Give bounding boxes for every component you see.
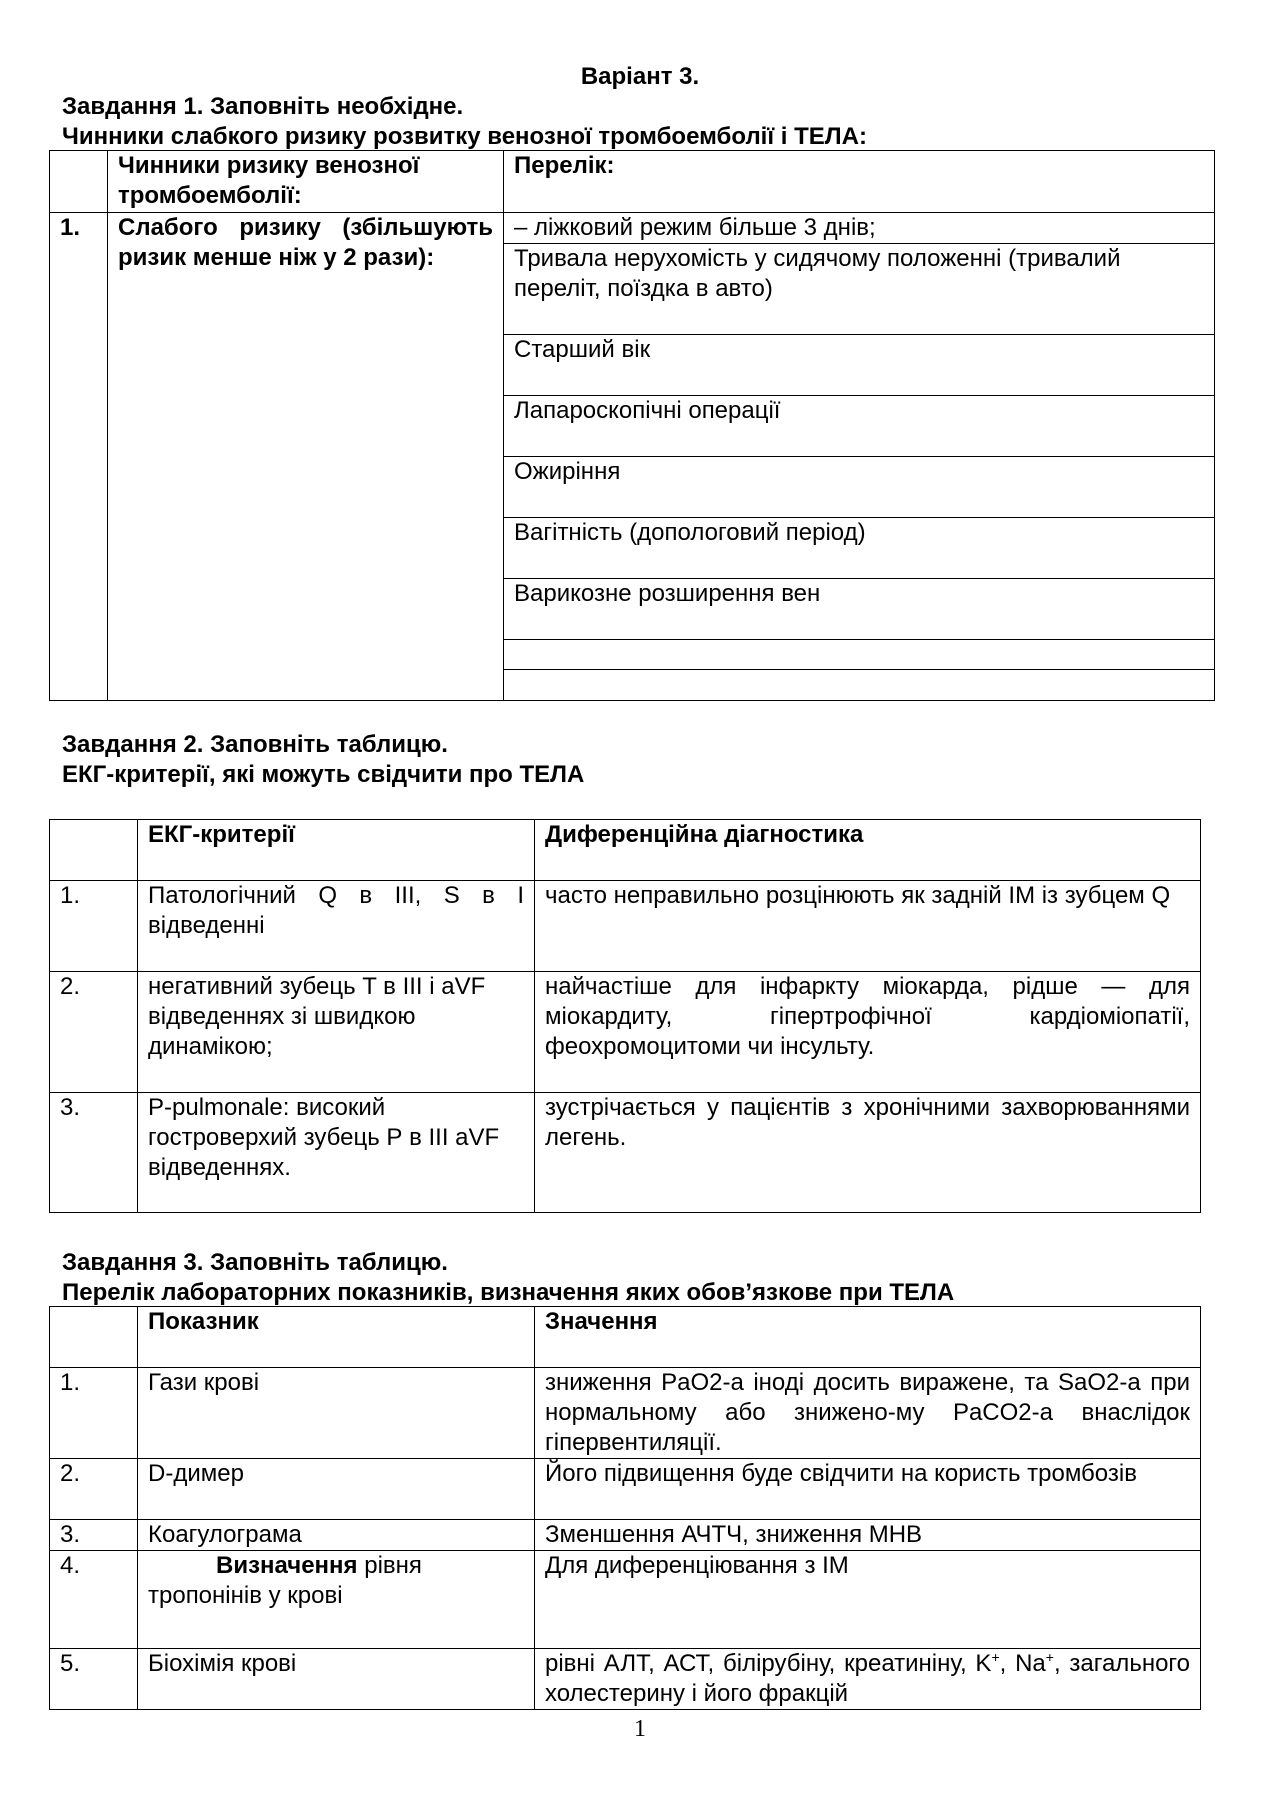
table-row [50, 1093, 1201, 1213]
ecg-criterion: негативний зубець T в III і aVF відведеннях зі швидкою динамікою; [138, 972, 535, 1093]
diff-diagnosis: часто неправильно розцінюють як задній ІМ із зубцем Q [535, 881, 1201, 972]
list-item: Тривала нерухомість у сидячому положенні (тривалий переліт, поїздка в авто) [504, 244, 1214, 335]
task1-heading: Завдання 1. Заповніть необхідне. [62, 93, 464, 120]
row-number: 3. [50, 1520, 138, 1551]
header-value: Значення [535, 1307, 1201, 1368]
row-number: 5. [50, 1649, 138, 1710]
table-row [50, 972, 1201, 1093]
header-risk-factors: Чинники ризику венозної тромбоемболії: [108, 151, 504, 213]
list-item: Варикозне розширення вен [504, 579, 1214, 640]
list-item: Вагітність (допологовий період) [504, 518, 1214, 579]
table-header-row [50, 1307, 1201, 1368]
list-item: Старший вік [504, 335, 1214, 396]
diff-diagnosis: зустрічається у пацієнтів з хронічними захворюваннями легень. [535, 1093, 1201, 1213]
list-item: Ожиріння [504, 457, 1214, 518]
table-row [50, 1551, 1201, 1649]
ecg-criterion: Патологічний Q в III, S в I відведенні [138, 881, 535, 972]
header-list: Перелік: [504, 151, 1215, 213]
row-number: 1. [50, 881, 138, 972]
table-row [50, 881, 1201, 972]
list-item: – ліжковий режим більше 3 днів; [504, 213, 1214, 244]
task2-heading: Завдання 2. Заповніть таблицю. [62, 731, 448, 758]
lab-value-sep: , Na [999, 1650, 1046, 1677]
header-num-cell [50, 820, 138, 881]
superscript-plus: + [1045, 1649, 1054, 1665]
lab-indicator-rest: рівня тропонінів у крові [148, 1552, 422, 1609]
lab-value: Зменшення АЧТЧ, зниження МНВ [535, 1520, 1201, 1551]
lab-value-main: рівні АЛТ, АСТ, білірубіну, креатиніну, K [545, 1650, 992, 1677]
row-number: 1. [50, 213, 108, 701]
table-row [50, 1368, 1201, 1459]
header-num-cell [50, 151, 108, 213]
header-diff-diagnosis: Диференційна діагностика [535, 820, 1201, 881]
lab-indicator: Біохімія крові [138, 1649, 535, 1710]
table-header-row [50, 151, 1215, 213]
table-row [50, 1520, 1201, 1551]
header-num-cell [50, 1307, 138, 1368]
task3-subheading: Перелік лабораторних показників, визначення яких обов’язкове при ТЕЛА [62, 1279, 955, 1306]
risk-level-label: Слабого ризику (збільшують ризик менше ніж у 2 рази): [108, 213, 504, 701]
empty-list-item [504, 670, 1214, 700]
lab-value-tail: , загального холестерину і його фракцій [545, 1650, 1190, 1707]
lab-indicator-bold: Визначення [216, 1552, 358, 1579]
lab-indicators-table [49, 1306, 1201, 1710]
lab-indicator: Гази крові [138, 1368, 535, 1459]
task3-heading: Завдання 3. Заповніть таблицю. [62, 1249, 448, 1276]
lab-value: зниження PaO2-а іноді досить виражене, та SaO2-а при нормальному або знижено-му PaCO2-а внаслідок гіпервентиляції. [535, 1368, 1201, 1459]
ecg-criteria-table [49, 819, 1201, 1213]
row-number: 1. [50, 1368, 138, 1459]
risk-items-cell [504, 213, 1215, 701]
list-item: Лапароскопічні операції [504, 396, 1214, 457]
ecg-criterion: P-pulmonale: високий гостроверхий зубець Р в III aVF відведеннях. [138, 1093, 535, 1213]
table-header-row [50, 820, 1201, 881]
variant-title: Варіант 3. [580, 63, 700, 90]
page-number: 1 [634, 1716, 646, 1742]
row-number: 3. [50, 1093, 138, 1213]
lab-value: Його підвищення буде свідчити на користь тромбозів [535, 1459, 1201, 1520]
row-number: 2. [50, 1459, 138, 1520]
header-indicator: Показник [138, 1307, 535, 1368]
row-number: 2. [50, 972, 138, 1093]
lab-value [535, 1649, 1201, 1710]
lab-indicator: Коагулограма [138, 1520, 535, 1551]
row-number: 4. [50, 1551, 138, 1649]
table-row [50, 1459, 1201, 1520]
lab-indicator [138, 1551, 535, 1649]
empty-list-item [504, 640, 1214, 670]
table-row [50, 1649, 1201, 1710]
task1-subheading: Чинники слабкого ризику розвитку венозної тромбоемболії і ТЕЛА: [62, 123, 867, 150]
lab-indicator: D-димер [138, 1459, 535, 1520]
header-ecg-criteria: ЕКГ-критерії [138, 820, 535, 881]
diff-diagnosis: найчастіше для інфаркту міокарда, рідше — для міокардиту, гіпертрофічної кардіоміопатії, феохромоцитоми чи інсульту. [535, 972, 1201, 1093]
task2-subheading: ЕКГ-критерії, які можуть свідчити про ТЕЛА [62, 761, 585, 788]
superscript-plus: + [991, 1649, 1000, 1665]
lab-value: Для диференціювання з ІМ [535, 1551, 1201, 1649]
risk-factors-table [49, 150, 1215, 701]
table-row [50, 213, 1215, 701]
